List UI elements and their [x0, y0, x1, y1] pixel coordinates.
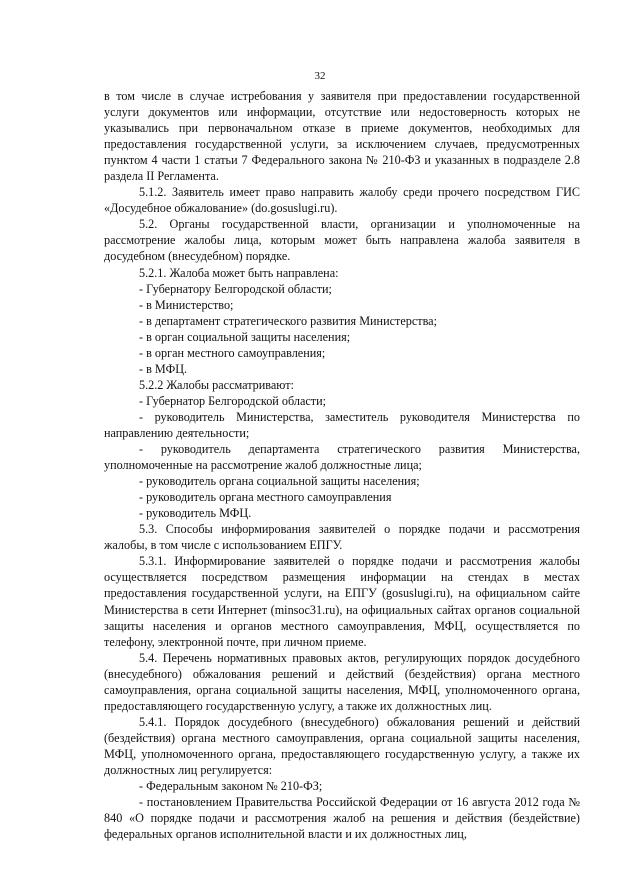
paragraph: в том числе в случае истребования у заявителя при предоставлении государственной услуги документов или информации, отсутствие или недостоверность которых не указывались при первоначальном отказе в приеме документов, необходимых для предоставления государственной услуги, за исключением случаев, предусмотренных пунктом 4 части 1 статьи 7 Федерального закона № 210-ФЗ и указанных в подразделе 2.8 раздела II Регламента.	[104, 89, 580, 184]
paragraph: - руководитель департамента стратегического развития Министерства, уполномоченные на рассмотрение жалоб должностные лица;	[104, 442, 580, 473]
paragraph: - Федеральным законом № 210-ФЗ;	[139, 779, 323, 794]
paragraph: - руководитель органа социальной защиты населения;	[139, 474, 420, 489]
paragraph: - в Министерство;	[139, 297, 234, 312]
paragraph: 5.4.1. Порядок досудебного (внесудебного) обжалования решений и действий (бездействия) органа местного самоуправления, органа социальной защиты населения, МФЦ, уполномоченного органа, предоставляющего государственную услугу, а также их должностных лиц регулируется:	[104, 714, 580, 777]
paragraph: 5.3.1. Информирование заявителей о порядке подачи и рассмотрения жалобы осуществляется посредством размещения информации на стендах в местах предоставления государственной услуги, на ЕПГУ (gosuslugi.ru), на официальном сайте Министерства в сети Интернет (minsoc31.ru), на официальных сайтах органов социальной защиты населения и органов местного самоуправления, МФЦ, осуществляется по телефону, электронной почте, при личном приеме.	[104, 554, 580, 649]
paragraph: - в департамент стратегического развития Министерства;	[139, 313, 437, 328]
paragraph: - руководитель органа местного самоуправления	[139, 490, 392, 505]
paragraph: - в орган социальной защиты населения;	[139, 329, 351, 344]
paragraph: - руководитель МФЦ.	[139, 506, 252, 521]
paragraph: 5.4. Перечень нормативных правовых актов, регулирующих порядок досудебного (внесудебного) обжалования решений и действий (бездействия) органа местного самоуправления, органа социальной защиты населения, МФЦ, уполномоченного органа, предоставляющего государственную услугу, а также их должностных лиц.	[104, 650, 580, 713]
paragraph: 5.2. Органы государственной власти, организации и уполномоченные на рассмотрение жалобы лица, которым может быть направлена жалоба заявителя в досудебном (внесудебном) порядке.	[104, 217, 580, 264]
page-number: 32	[314, 70, 326, 82]
paragraph: - руководитель Министерства, заместитель руководителя Министерства по направлению деятельности;	[104, 409, 580, 440]
paragraph: - Губернатор Белгородской области;	[139, 393, 326, 408]
paragraph: 5.2.2 Жалобы рассматривают:	[139, 377, 294, 392]
paragraph: - в МФЦ.	[139, 361, 188, 376]
paragraph: - постановлением Правительства Российской Федерации от 16 августа 2012 года № 840 «О порядке подачи и рассмотрения жалоб на решения и действия (бездействие) федеральных органов исполнительной власти и их должностных лиц,	[104, 795, 580, 842]
paragraph: 5.1.2. Заявитель имеет право направить жалобу среди прочего посредством ГИС «Досудебное обжалование» (do.gosuslugi.ru).	[104, 185, 580, 216]
paragraph: 5.2.1. Жалоба может быть направлена:	[139, 265, 339, 280]
paragraph: 5.3. Способы информирования заявителей о порядке подачи и рассмотрения жалобы, в том числе с использованием ЕПГУ.	[104, 522, 580, 553]
document-body	[104, 88, 580, 842]
paragraph: - Губернатору Белгородской области;	[139, 281, 332, 296]
paragraph: - в орган местного самоуправления;	[139, 345, 326, 360]
